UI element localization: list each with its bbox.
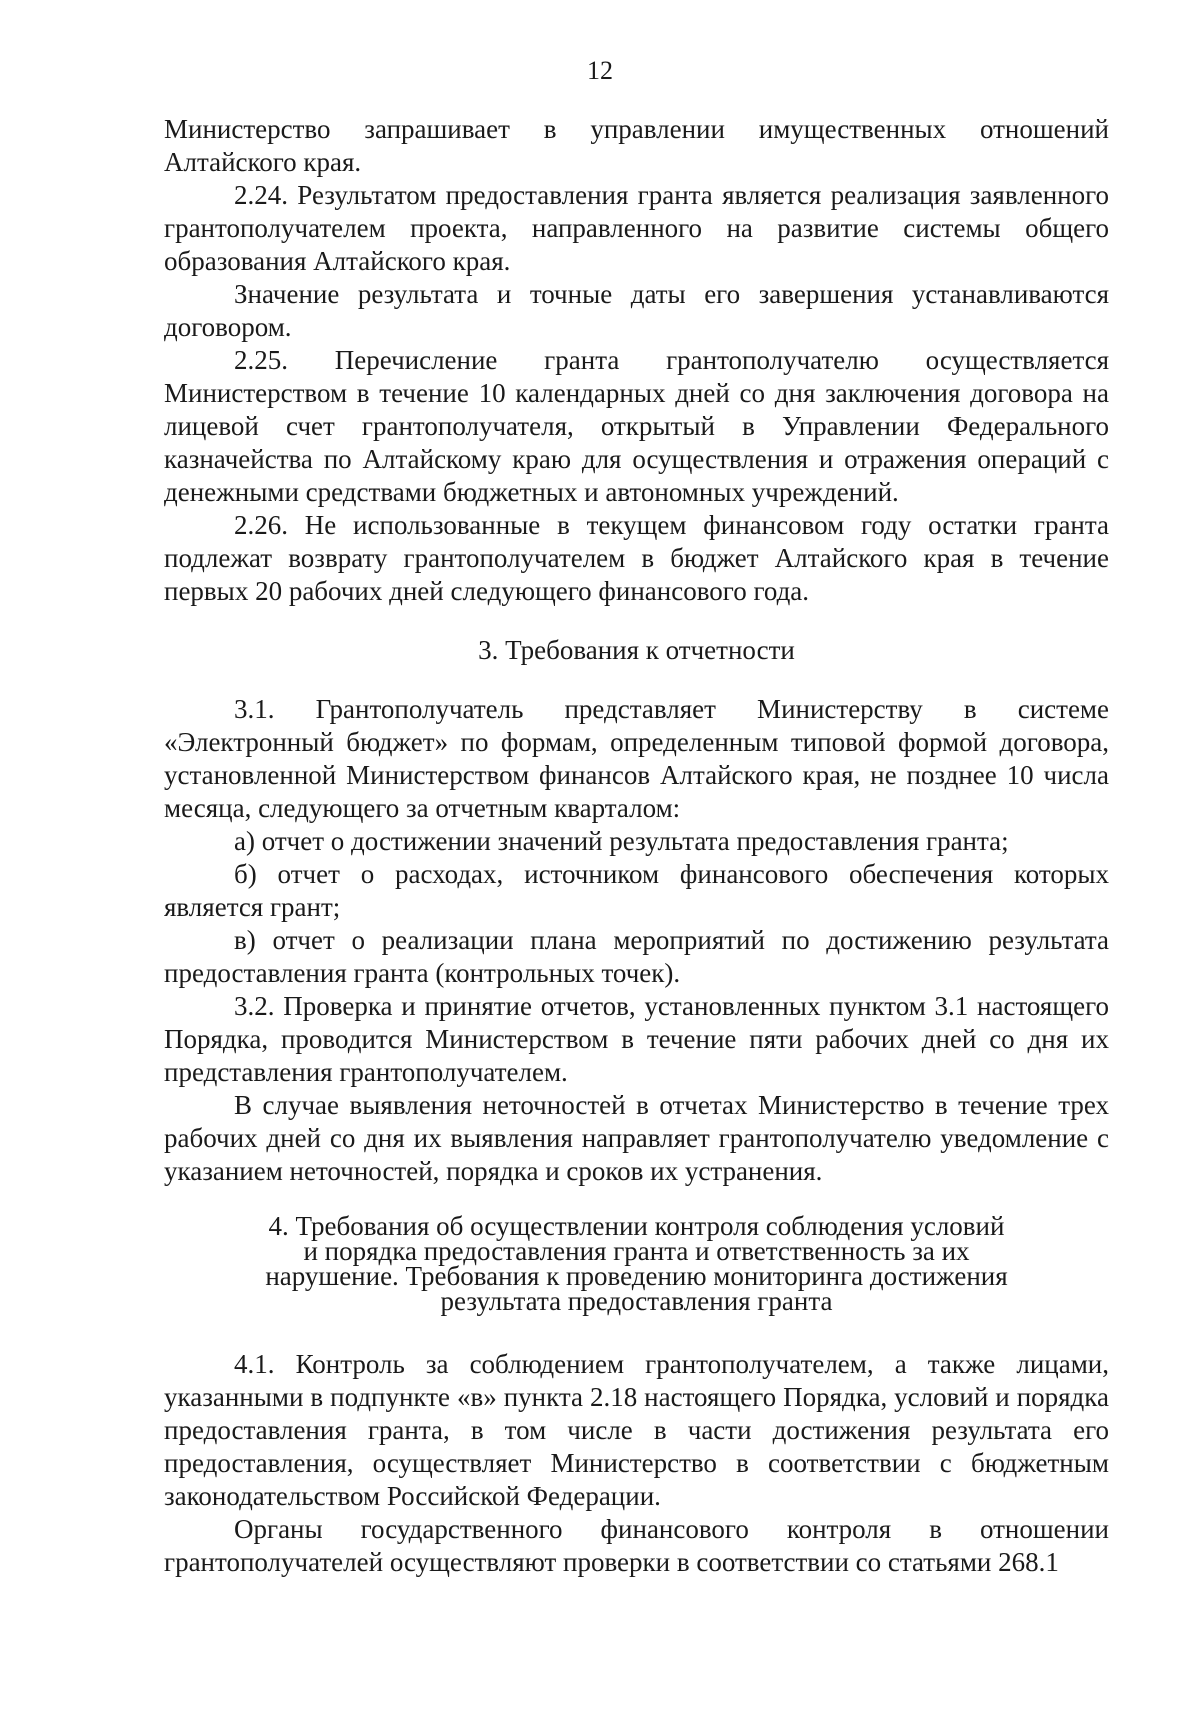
- paragraph-continuation: Министерство запрашивает в управлении имущественных отношений Алтайского края.: [164, 114, 1109, 177]
- section-4-heading-line: и порядка предоставления гранта и ответственность за их: [303, 1236, 970, 1266]
- paragraph-3-2: 3.2. Проверка и принятие отчетов, установленных пунктом 3.1 настоящего Порядка, проводится Министерством в течение пяти рабочих дней со дня их представления грантополучателем.: [164, 991, 1109, 1087]
- paragraph-3-1: 3.1. Грантополучатель представляет Министерству в системе «Электронный бюджет» по формам, определенным типовой формой договора, установленной Министерством финансов Алтайского края, не позднее 10 числа месяца, следующего за отчетным кварталом:: [164, 694, 1109, 823]
- paragraph-financial-control: Органы государственного финансового контроля в отношении грантополучателей осуществляют проверки в соответствии со статьями 268.1: [164, 1514, 1109, 1577]
- paragraph-2-25: 2.25. Перечисление гранта грантополучателю осуществляется Министерством в течение 10 календарных дней со дня заключения договора на лицевой счет грантополучателя, открытый в Управлении Федерального казначейства по Алтайскому краю для осуществления и отражения операций с денежными средствами бюджетных и автономных учреждений.: [164, 345, 1109, 507]
- section-4-heading-line: 4. Требования об осуществлении контроля соблюдения условий: [268, 1211, 1005, 1241]
- paragraph-result-value: Значение результата и точные даты его завершения устанавливаются договором.: [164, 279, 1109, 342]
- document-body: [164, 113, 1109, 1579]
- paragraph-4-1: 4.1. Контроль за соблюдением грантополучателем, а также лицами, указанными в подпункте «в» пункта 2.18 настоящего Порядка, условий и порядка предоставления гранта, в том числе в части достижения результата его предоставления, осуществляет Министерство в соответствии с бюджетным законодательством Российской Федерации.: [164, 1349, 1109, 1511]
- paragraph-2-24: 2.24. Результатом предоставления гранта является реализация заявленного грантополучателем проекта, направленного на развитие системы общего образования Алтайского края.: [164, 180, 1109, 276]
- paragraph-3-1-a: а) отчет о достижении значений результата предоставления гранта;: [234, 826, 1009, 856]
- page-number: 12: [587, 56, 613, 85]
- section-3-heading: 3. Требования к отчетности: [478, 635, 795, 665]
- paragraph-3-2-inaccuracies: В случае выявления неточностей в отчетах Министерство в течение трех рабочих дней со дня их выявления направляет грантополучателю уведомление с указанием неточностей, порядка и сроков их устранения.: [164, 1090, 1109, 1186]
- paragraph-3-1-v: в) отчет о реализации плана мероприятий по достижению результата предоставления гранта (контрольных точек).: [164, 925, 1109, 988]
- paragraph-2-26: 2.26. Не использованные в текущем финансовом году остатки гранта подлежат возврату грантополучателем в бюджет Алтайского края в течение первых 20 рабочих дней следующего финансового года.: [164, 510, 1109, 606]
- section-4-heading: [164, 1211, 1109, 1316]
- section-4-heading-line: результата предоставления гранта: [440, 1286, 833, 1316]
- section-4-heading-line: нарушение. Требования к проведению мониторинга достижения: [265, 1261, 1008, 1291]
- paragraph-3-1-b: б) отчет о расходах, источником финансового обеспечения которых является грант;: [164, 859, 1109, 922]
